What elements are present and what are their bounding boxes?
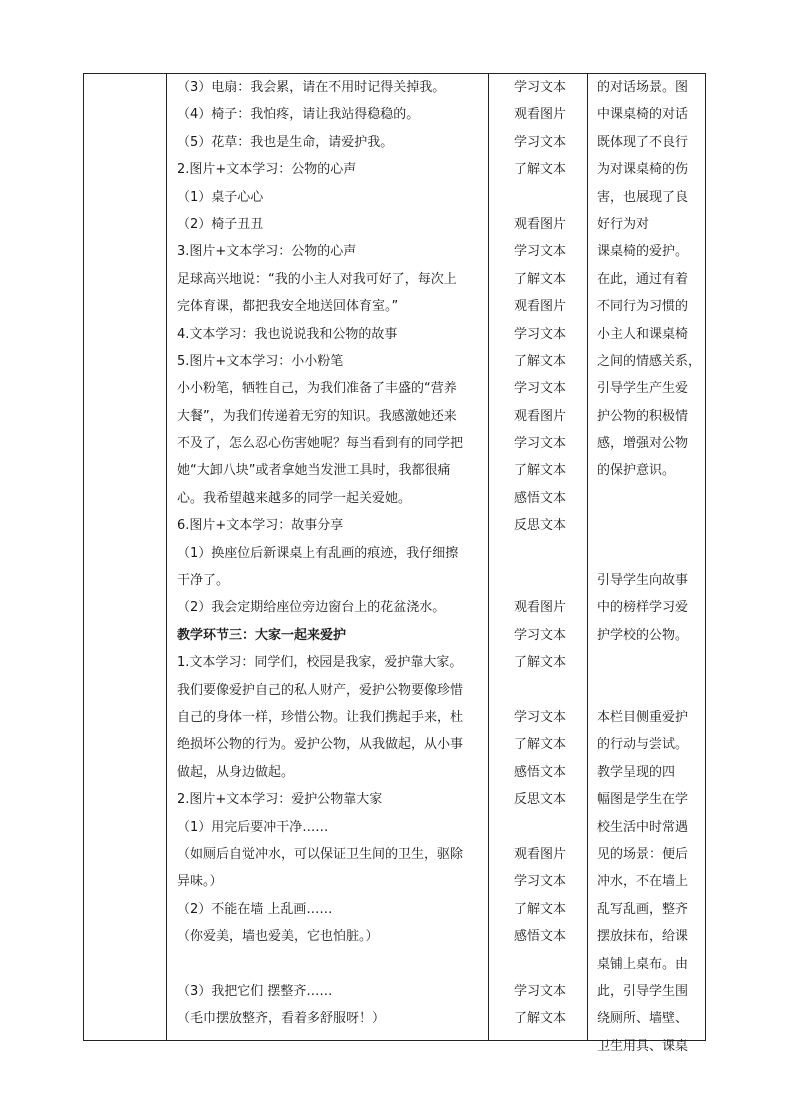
intent-line: 中的榜样学习爱 (597, 600, 689, 616)
method-line: 学习文本 (513, 874, 566, 890)
content-line: 完体育课，都把我安全地送回体育室。” (177, 299, 399, 315)
content-line: 我们要像爱护自己的私人财产，爱护公物要像珍惜 (177, 682, 464, 698)
column-divider (587, 74, 588, 1040)
method-line: 学习文本 (513, 326, 566, 342)
content-line: 足球高兴地说：“我的小主人对我可好了，每次上 (177, 271, 457, 287)
intent-line: 此，引导学生围 (597, 983, 689, 999)
content-line: 2.图片+文本学习：爱护公物靠大家 (177, 792, 383, 808)
intent-line: 既体现了不良行 (597, 134, 689, 150)
method-line: 了解文本 (513, 901, 566, 917)
content-line: （2）我会定期给座位旁边窗台上的花盆浇水。 (177, 600, 446, 616)
method-line: 学习文本 (513, 983, 566, 999)
content-line: 干净了。 (177, 573, 230, 589)
intent-line: 见的场景：便后 (597, 846, 689, 862)
content-line: （1）换座位后新课桌上有乱画的痕迹，我仔细擦 (177, 545, 459, 561)
method-line (495, 677, 585, 704)
content-line: （4）椅子：我怕疼，请让我站得稳稳的。 (177, 107, 420, 123)
content-line: 不及了，怎么忍心伤害她呢？每当看到有的同学把 (177, 436, 464, 452)
method-line: 了解文本 (513, 353, 566, 369)
content-line: 异味。） (177, 874, 223, 890)
method-line (495, 540, 585, 567)
intent-line (597, 677, 709, 704)
method-line: 感悟文本 (513, 929, 566, 945)
intent-line: 感，增强对公物 (597, 436, 689, 452)
content-line: 小小粉笔，牺牲自己，为我们准备了丰盛的“营养 (177, 381, 457, 397)
content-line: （如厕后自觉冲水，可以保证卫生间的卫生，驱除 (177, 846, 464, 862)
intent-line: 课桌椅的爱护。 (597, 244, 689, 260)
intent-line: 引导学生产生爱 (597, 381, 689, 397)
intent-line (597, 485, 709, 512)
intent-line: 校生活中时常遇 (597, 819, 689, 835)
content-line: 4.文本学习：我也说说我和公物的故事 (177, 326, 398, 342)
method-line (495, 951, 585, 978)
intent-line: 本栏目侧重爱护 (597, 709, 689, 725)
method-line (495, 184, 585, 211)
intent-line: 引导学生向故事 (597, 573, 689, 589)
method-line (495, 814, 585, 841)
content-line: （毛巾摆放整齐，看着多舒服呀！） (177, 1011, 386, 1027)
intent-line (597, 649, 709, 676)
method-line: 学习文本 (513, 709, 566, 725)
intent-line: 绕厕所、墙壁、 (597, 1011, 689, 1027)
content-line: 1.文本学习：同学们，校园是我家，爱护靠大家。 (177, 655, 463, 671)
intent-line: 护学校的公物。 (597, 627, 689, 643)
method-line: 了解文本 (513, 271, 566, 287)
method-line (495, 567, 585, 594)
method-line: 观看图片 (513, 846, 566, 862)
content-line: （1）桌子心心 (177, 189, 264, 205)
content-line: 她“大卸八块”或者拿她当发泄工具时，我都很痛 (177, 463, 451, 479)
intent-line: 之间的情感关系， (597, 353, 702, 369)
method-line: 观看图片 (513, 299, 566, 315)
content-line: 绝损坏公物的行为。爱护公物，从我做起，从小事 (177, 737, 464, 753)
method-line: 了解文本 (513, 162, 566, 178)
content-line: 2.图片+文本学习：公物的心声 (177, 162, 357, 178)
method-line: 感悟文本 (513, 490, 566, 506)
method-line: 学习文本 (513, 134, 566, 150)
content-line: （2）椅子丑丑 (177, 216, 264, 232)
method-line: 观看图片 (513, 216, 566, 232)
intent-line: 幅图是学生在学 (597, 792, 689, 808)
content-line: 自己的身体一样，珍惜公物。让我们携起手来，杜 (177, 709, 464, 725)
design-intent-column (593, 74, 709, 1060)
intent-line: 的对话场景。图 (597, 80, 689, 95)
content-line: 3.图片+文本学习：公物的心声 (177, 244, 357, 260)
intent-line: 教学呈现的四 (597, 764, 676, 780)
method-line: 观看图片 (513, 408, 566, 424)
method-line: 学习文本 (513, 80, 566, 95)
intent-line: 害，也展现了良 (597, 189, 689, 205)
content-line: 心。我希望越来越多的同学一起关爱她。 (177, 490, 412, 506)
method-line: 反思文本 (513, 792, 566, 808)
method-line: 感悟文本 (513, 764, 566, 780)
method-line: 观看图片 (513, 107, 566, 123)
method-line: 观看图片 (513, 600, 566, 616)
method-line: 了解文本 (513, 1011, 566, 1027)
content-line: （2）不能在墙 上乱画…… (177, 901, 333, 917)
intent-line (597, 512, 709, 539)
content-line: （1）用完后要冲干净…… (177, 819, 329, 835)
intent-line: 在此，通过有着 (597, 271, 689, 287)
intent-line: 卫生用具、课桌 (597, 1038, 689, 1054)
intent-line: 好行为对 (597, 216, 650, 232)
content-line: 做起，从身边做起。 (177, 764, 295, 780)
learning-method-column (495, 74, 585, 1033)
content-line: 6.图片+文本学习：故事分享 (177, 518, 344, 534)
method-line: 学习文本 (513, 381, 566, 397)
content-line: （3）电扇：我会累，请在不用时记得关掉我。 (177, 80, 446, 95)
method-line: 反思文本 (513, 518, 566, 534)
column-divider (166, 74, 167, 1040)
intent-line: 冲水，不在墙上 (597, 874, 689, 890)
method-line: 学习文本 (513, 627, 566, 643)
lesson-plan-table (83, 73, 706, 1054)
content-line: 大餐”，为我们传递着无穷的知识。我感激她还来 (177, 408, 457, 424)
content-line: 教学环节三：大家一起来爱护 (177, 627, 347, 643)
method-line: 了解文本 (513, 737, 566, 753)
content-line: （5）花草：我也是生命，请爱护我。 (177, 134, 394, 150)
intent-line: 桌铺上桌布。由 (597, 956, 689, 972)
intent-line: 摆放抹布，给课 (597, 929, 689, 945)
method-line: 了解文本 (513, 655, 566, 671)
intent-line (597, 540, 709, 567)
intent-line: 不同行为习惯的 (597, 299, 689, 315)
intent-line: 护公物的积极情 (597, 408, 689, 424)
intent-line: 小主人和课桌椅 (597, 326, 689, 342)
content-line: 5.图片+文本学习：小小粉笔 (177, 353, 344, 369)
intent-line: 乱写乱画，整齐 (597, 901, 689, 917)
content-line: （3）我把它们 摆整齐…… (177, 983, 333, 999)
method-line: 学习文本 (513, 436, 566, 452)
intent-line: 的保护意识。 (597, 463, 676, 479)
content-line: （你爱美，墙也爱美，它也怕脏。） (177, 929, 379, 945)
method-line: 了解文本 (513, 463, 566, 479)
method-line: 学习文本 (513, 244, 566, 260)
intent-line: 为对课桌椅的伤 (597, 162, 689, 178)
intent-line: 的行动与尝试。 (597, 737, 689, 753)
intent-line: 中课桌椅的对话 (597, 107, 689, 123)
